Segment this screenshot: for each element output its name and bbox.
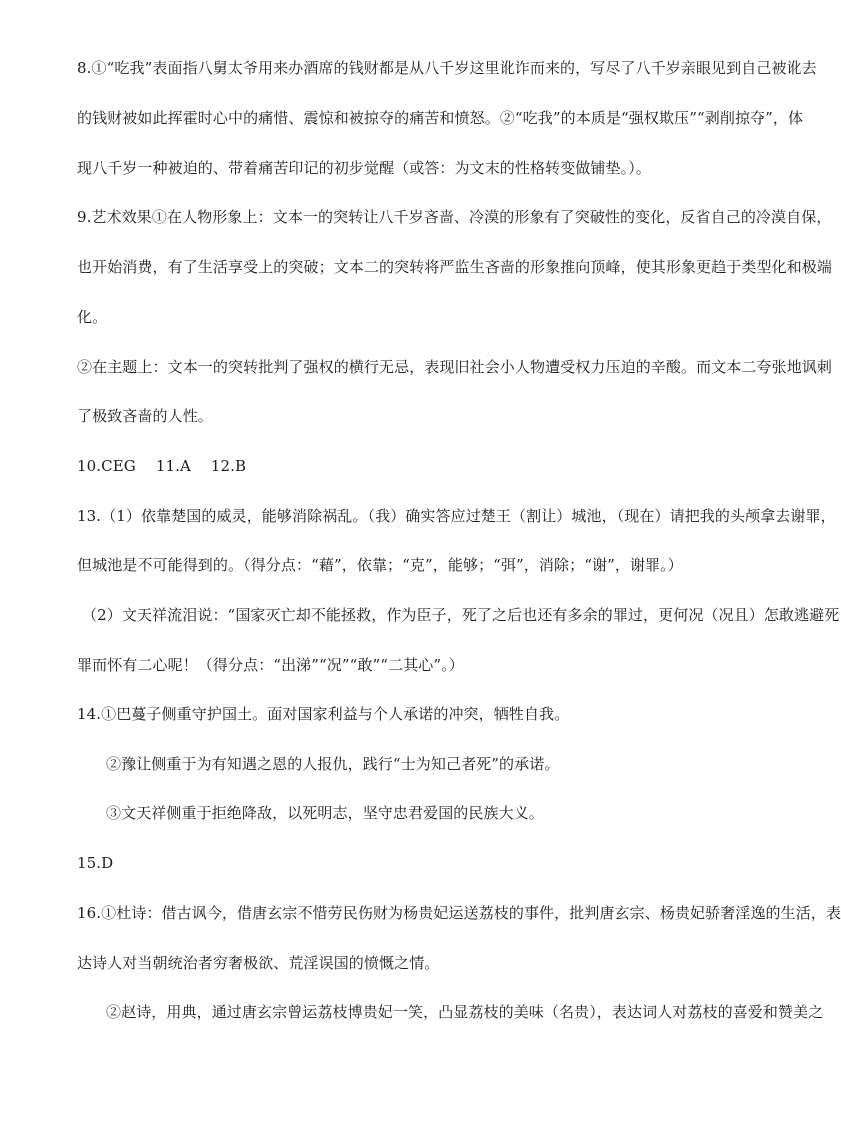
answer-14-point-2: ②豫让侧重于为有知遇之恩的人报仇，践行“士为知己者死”的承诺。 [106, 755, 560, 773]
answer-13-1-line-2: 但城池是不可能得到的。（得分点：“藉”，依靠；“克”，能够；“弭”，消除；“谢”，谢罪。） [77, 556, 683, 574]
answer-8-line-3: 现八千岁一种被迫的、带着痛苦印记的初步觉醒（或答：为文末的性格转变做铺垫。）。 [77, 159, 651, 177]
answer-13-1-line-1: 13.（1）依靠楚国的威灵，能够消除祸乱。（我）确实答应过楚王（割让）城池，（现在）请把我的头颅拿去谢罪， [77, 507, 836, 525]
answer-16-line-3: ②赵诗，用典，通过唐玄宗曾运荔枝博贵妃一笑，凸显荔枝的美味（名贵），表达词人对荔枝的喜爱和赞美之 [106, 1003, 824, 1021]
answer-8-line-1: 8.①“吃我”表面指八舅太爷用来办酒席的钱财都是从八千岁这里讹诈而来的，写尽了八千岁亲眼见到自己被讹去 [77, 59, 817, 77]
answer-9-line-2: 也开始消费，有了生活享受上的突破；文本二的突转将严监生吝啬的形象推向顶峰，使其形象更趋于类型化和极端 [77, 258, 833, 276]
answer-9-theme-line-1: ②在主题上：文本一的突转批判了强权的横行无忌，表现旧社会小人物遭受权力压迫的辛酸。而文本二夸张地讽刺 [77, 358, 833, 376]
answer-16-line-2: 达诗人对当朝统治者穷奢极欲、荒淫误国的愤慨之情。 [77, 954, 440, 972]
answer-16-line-1: 16.①杜诗：借古讽今，借唐玄宗不惜劳民伤财为杨贵妃运送荔枝的事件，批判唐玄宗、杨贵妃骄奢淫逸的生活，表 [77, 904, 841, 922]
answer-14-point-3: ③文天祥侧重于拒绝降敌，以死明志，坚守忠君爱国的民族大义。 [106, 804, 544, 822]
answer-13-2-line-2: 罪而怀有二心呢！（得分点：“出涕”“况”“敢”“二其心”。） [77, 656, 464, 674]
answer-9-line-3: 化。 [77, 308, 108, 326]
answer-8-line-2: 的钱财被如此挥霍时心中的痛惜、震惊和被掠夺的痛苦和愤怒。②“吃我”的本质是“强权欺压”“剥削掠夺”，体 [77, 109, 804, 127]
answer-15: 15.D [77, 854, 114, 872]
answer-13-2-line-1: （2）文天祥流泪说：“国家灭亡却不能拯救，作为臣子，死了之后也还有多余的罪过，更何况（况且）怎敢逃避死 [82, 606, 840, 624]
answer-9-line-1: 9.艺术效果①在人物形象上：文本一的突转让八千岁吝啬、冷漠的形象有了突破性的变化，反省自己的冷漠自保， [77, 208, 832, 226]
answers-10-12: 10.CEG 11.A 12.B [77, 457, 247, 475]
answer-14-point-1: 14.①巴蔓子侧重守护国土。面对国家利益与个人承诺的冲突，牺牲自我。 [77, 705, 570, 723]
answer-9-theme-line-2: 了极致吝啬的人性。 [77, 407, 213, 425]
